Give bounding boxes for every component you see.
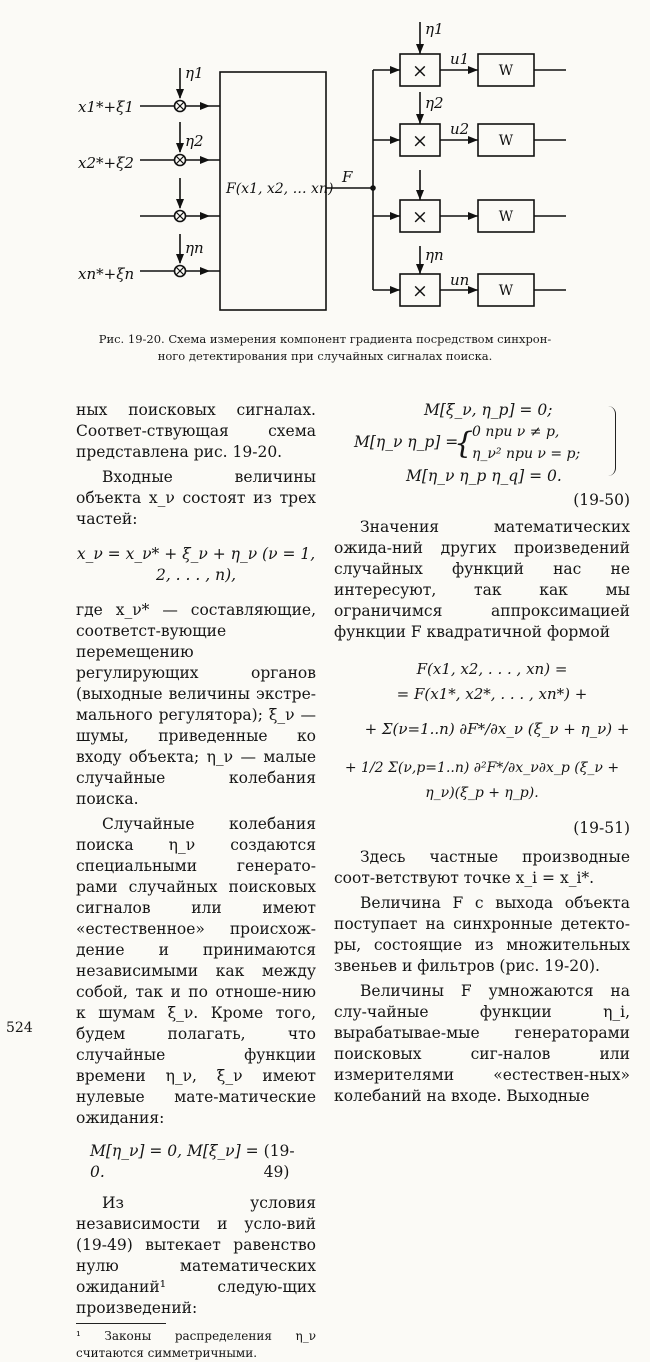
equation-block-19-50 xyxy=(334,400,630,488)
equation-number-19-49: (19-49) xyxy=(263,1142,295,1181)
paragraph-search-oscillations: Случайные колебания поиска η_ν создаются специальными генерато-рами случайных поисковых сигналов или имеют «естественное» происхож-дение и принимаются независимыми как между собой, так и по отноше-нию к шумам ξ_ν. Кроме того, будем полагать, что случайные функции времени η_ν, ξ_ν имеют нулевые мате-матические ожидания: xyxy=(76,815,316,1127)
footnote: ¹ Законы распределения η_ν считаются симметричными. xyxy=(76,1329,316,1360)
left-column xyxy=(76,400,316,1362)
branch-output-2: u2 xyxy=(450,120,470,138)
equation-cross-moment: M[ξ_ν, η_p] = 0; xyxy=(424,401,553,419)
output-label: F xyxy=(342,168,353,186)
paragraph-multiplication: Величины F умножаются на слу-чайные функции η_i, вырабатывае-мые генераторами поисковых сиг-налов или измерителями «естествен-ных» колебаний на входе. Выходные xyxy=(334,982,630,1105)
branch-noise-2: η2 xyxy=(425,94,444,112)
equation-line-4: + 1/2 Σ(ν,p=1..n) ∂²F*/∂x_ν∂x_p (ξ_ν + η_ν)(ξ_p + η_p). xyxy=(344,760,620,801)
paragraph-independence: Из условия независимости и усло-вий (19-49) вытекает равенство нулю математических ожиданий¹ следую-щих произведений: xyxy=(76,1194,316,1317)
right-brace xyxy=(605,406,616,476)
multiplier-symbol-1: × xyxy=(412,60,428,82)
equation-triple-moment: M[η_ν η_p η_q] = 0. xyxy=(406,467,562,485)
equation-number-19-50: (19-50) xyxy=(573,491,630,509)
branch-output-n: un xyxy=(450,271,470,289)
input-label-2: x2*+ξ2 xyxy=(78,154,134,172)
equation-input-decomposition: x_ν = x_ν* + ξ_ν + η_ν (ν = 1, 2, . . . , n), xyxy=(76,545,316,584)
equation-line-3: + Σ(ν=1..n) ∂F*/∂x_ν (ξ_ν + η_ν) + xyxy=(364,720,630,738)
input-label-1: x1*+ξ1 xyxy=(78,98,134,116)
caption-line-2: ного детектирования при случайных сигналах поиска. xyxy=(157,349,493,363)
equation-case-1: 0 при ν ≠ p, xyxy=(472,424,560,440)
input-noise-1: η1 xyxy=(185,64,204,82)
footnote-rule xyxy=(76,1323,166,1324)
equation-line-2: = F(x1*, x2*, . . . , xn*) + xyxy=(396,685,588,703)
input-noise-2: η2 xyxy=(185,132,204,150)
multiplier-symbol-n: × xyxy=(412,280,428,302)
filter-label-n: W xyxy=(498,283,514,299)
filter-label-1: W xyxy=(498,63,514,79)
paragraph-continuation: ных поисковых сигналах. Соответ-ствующая схема представлена рис. 19-20. xyxy=(76,401,316,461)
equation-line-1: F(x1, x2, . . . , xn) = xyxy=(416,660,568,678)
equation-block-19-51 xyxy=(334,657,630,806)
caption-line-1: Рис. 19-20. Схема измерения компонент градиента посредством синхрон- xyxy=(98,332,552,346)
paragraph-synchronous-detectors: Величина F с выхода объекта поступает на синхронные детекто-ры, состоящие из множительных звеньев и фильтров (рис. 19-20). xyxy=(334,894,630,975)
equation-19-49: M[η_ν] = 0, M[ξ_ν] = 0. xyxy=(90,1142,259,1181)
paragraph-input-quantities: Входные величины объекта x_ν состоят из трех частей: xyxy=(76,468,316,528)
figure-caption xyxy=(75,331,575,365)
input-noise-n: ηn xyxy=(185,239,204,257)
input-label-n: xn*+ξn xyxy=(78,265,135,283)
equation-autocorrelation-lhs: M[η_ν η_p] = xyxy=(354,433,459,451)
paragraph-partial-derivatives: Здесь частные производные соот-ветствуют точке x_i = x_i*. xyxy=(334,848,630,887)
equation-case-2: η_ν² при ν = p; xyxy=(472,446,581,462)
branch-noise-1: η1 xyxy=(425,20,444,38)
paragraph-approximation: Значения математических ожида-ний других произведений случайных функций нас не интересуют, так как мы ограничимся аппроксимацией функции F квадратичной формой xyxy=(334,518,630,641)
equation-number-19-51: (19-51) xyxy=(573,819,630,837)
branch-output-1: u1 xyxy=(450,50,470,68)
branch-point xyxy=(370,185,376,191)
equation-zero-means xyxy=(76,1141,316,1183)
paragraph-definitions: где x_ν* — составляющие, соответст-вующие перемещению регулирующих органов (выходные величины экстре-мального регулятора); ξ_ν — шумы, приведенные ко входу объекта; η_ν — малые случайные колебания поиска. xyxy=(76,601,316,808)
right-column xyxy=(334,400,630,1107)
multiplier-symbol-2: × xyxy=(412,130,428,152)
filter-label-3: W xyxy=(498,209,514,225)
branch-noise-n: ηn xyxy=(425,246,444,264)
brace-symbol: { xyxy=(454,426,474,461)
page-number: 524 xyxy=(6,1020,33,1036)
filter-label-2: W xyxy=(498,133,514,149)
object-label: F(x1, x2, … xn) xyxy=(226,181,334,197)
block-diagram xyxy=(0,0,650,320)
multiplier-symbol-3: × xyxy=(412,206,428,228)
